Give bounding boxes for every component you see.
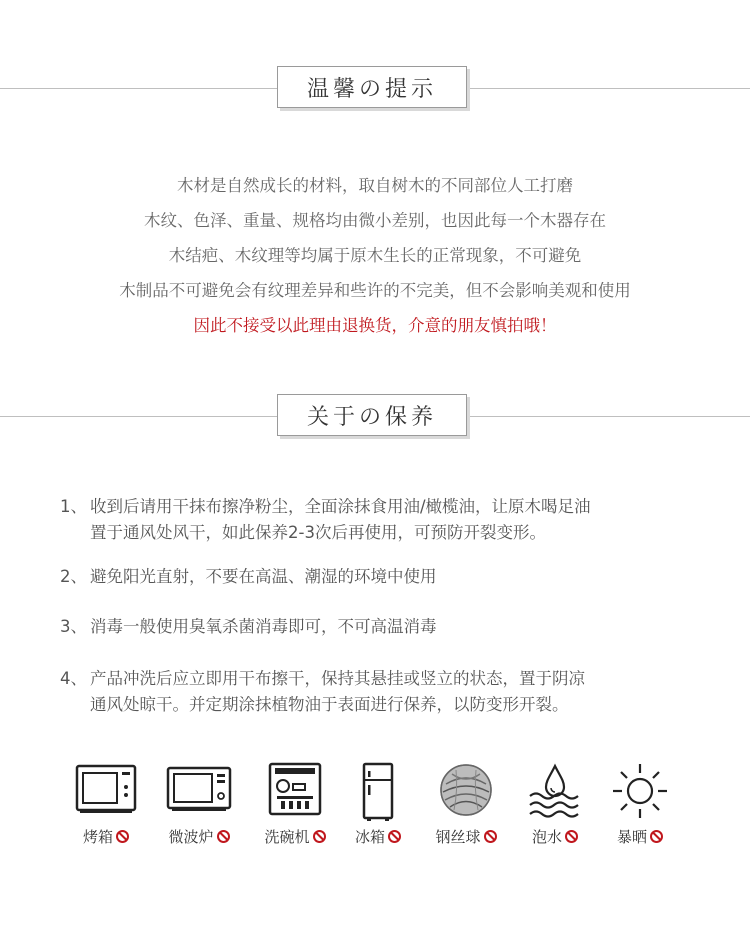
prohibited-label: 微波炉	[168, 828, 214, 846]
care-item-text: 消毒一般使用臭氧杀菌消毒即可，不可高温消毒	[90, 617, 437, 636]
prohibited-icon	[217, 830, 230, 843]
care-item-4	[60, 666, 710, 718]
prohibited-icon	[650, 830, 663, 843]
tips-warning: 因此不接受以此理由退换货，介意的朋友慎拍哦！	[193, 316, 557, 335]
care-item-text: 避免阳光直射，不要在高温、潮湿的环境中使用	[90, 567, 437, 586]
prohibited-label: 暴晒	[616, 828, 647, 846]
care-item-text: 收到后请用干抹布擦净粉尘，全面涂抹食用油/橄榄油，让原木喝足油	[90, 497, 591, 516]
prohibited-icon	[484, 830, 497, 843]
prohibited-label: 冰箱	[354, 828, 385, 846]
dishwasher-icon	[267, 762, 323, 818]
care-item-text: 通风处晾干。并定期涂抹植物油于表面进行保养，以防变形开裂。	[90, 695, 569, 714]
prohibited-oven	[56, 762, 156, 852]
prohibited-icon	[565, 830, 578, 843]
care-title: 关于の保养	[277, 394, 467, 436]
care-item-number: 4、	[60, 669, 87, 688]
prohibited-steel-wool	[416, 762, 516, 852]
tips-line-4: 木制品不可避免会有纹理差异和些许的不完美，但不会影响美观和使用	[119, 281, 631, 300]
care-item-text: 产品冲洗后应立即用干布擦干，保持其悬挂或竖立的状态，置于阴凉	[90, 669, 585, 688]
soak-water-icon	[526, 762, 584, 820]
prohibited-label: 烤箱	[82, 828, 113, 846]
prohibited-icon	[313, 830, 326, 843]
prohibited-refrigerator	[328, 762, 428, 852]
refrigerator-icon	[361, 762, 395, 822]
prohibited-label: 洗碗机	[264, 828, 310, 846]
tips-title: 温馨の提示	[277, 66, 467, 108]
prohibited-label: 钢丝球	[435, 828, 481, 846]
tips-line-2: 木纹、色泽、重量、规格均由微小差别，也因此每一个木器存在	[144, 211, 606, 230]
prohibited-label: 泡水	[531, 828, 562, 846]
care-item-number: 2、	[60, 567, 87, 586]
oven-icon	[75, 762, 137, 816]
care-item-2	[60, 564, 710, 590]
tips-line-3: 木结疤、木纹理等均属于原木生长的正常现象，不可避免	[168, 246, 582, 265]
care-item-number: 1、	[60, 497, 87, 516]
sun-exposure-icon	[611, 762, 669, 820]
tips-line-1: 木材是自然成长的材料，取自树木的不同部位人工打磨	[177, 176, 573, 195]
prohibited-icon	[116, 830, 129, 843]
care-item-number: 3、	[60, 617, 87, 636]
steel-wool-icon	[438, 762, 494, 818]
prohibited-icon	[388, 830, 401, 843]
care-item-3	[60, 614, 710, 640]
prohibited-sun-exposure	[590, 762, 690, 852]
microwave-icon	[166, 762, 232, 816]
care-item-text: 置于通风处风干，如此保养2-3次后再使用，可预防开裂变形。	[90, 523, 546, 542]
care-item-1	[60, 494, 710, 546]
prohibited-microwave	[149, 762, 249, 852]
